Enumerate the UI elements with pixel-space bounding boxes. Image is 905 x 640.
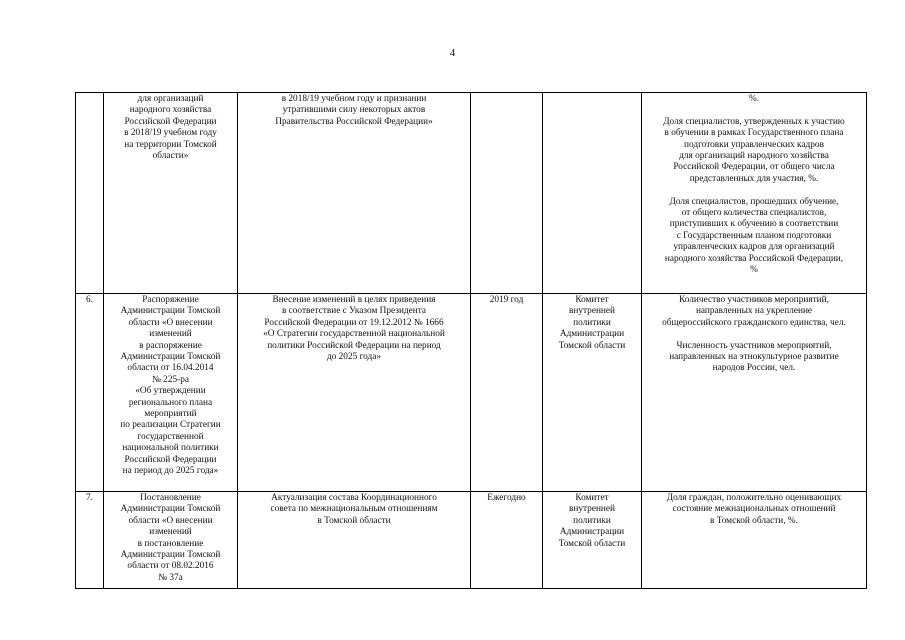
content-text: Внесение изменений в целях приведения в соответствие с Указом Президента Российской Федерации от 19.12.2012 № 1666 «О Стратегии государственной национальной политики Российской Федерации на период до 2025 года»: [263, 295, 445, 363]
indicator-text: Доля граждан, положительно оценивающих состояние межнациональных отношений в Томской области, %.: [666, 493, 842, 526]
executor-text: Комитет внутренней политики Администрации Томской области: [558, 493, 626, 549]
measures-table: [75, 92, 867, 589]
content-cell: [238, 294, 471, 492]
table-row: [76, 294, 867, 492]
legal-act-cell: [104, 492, 238, 589]
deadline-cell: [471, 93, 543, 294]
legal-act-cell: [104, 294, 238, 492]
row-number-cell: [76, 93, 104, 294]
legal-act-cell: [104, 93, 238, 294]
indicator-text: Доля специалистов, утвержденных к участию в обучении в рамках Государственного плана подготовки управленческих кадров для организаций народного хозяйства Российской Федерации, от общего числа представленных для участия, %.: [663, 116, 845, 184]
executor-cell: [543, 93, 642, 294]
content-cell: [238, 492, 471, 589]
indicator-text: Доля специалистов, прошедших обучение, от общего количества специалистов, приступивших к обучению в соответствии с Государственным планом подготовки управленческих кадров для организаций народного хозяйства Российской Федерации, %: [664, 196, 844, 276]
legal-act-text: для организаций народного хозяйства Российской Федерации в 2018/19 учебном году на территории Томской области»: [124, 94, 217, 162]
executor-cell: [543, 294, 642, 492]
executor-cell: [543, 492, 642, 589]
legal-act-text: Постановление Администрации Томской области «О внесении изменений в постановление Администрации Томской области от 08.02.2016 № 37а: [120, 493, 221, 583]
deadline-cell: Ежегодно: [471, 492, 543, 589]
row-number-cell: 6.: [76, 294, 104, 492]
row-number-cell: 7.: [76, 492, 104, 589]
indicators-cell: [642, 93, 867, 294]
indicators-cell: [642, 294, 867, 492]
deadline-cell: 2019 год: [471, 294, 543, 492]
indicator-text: %.: [748, 94, 760, 104]
table-row: [76, 93, 867, 294]
indicators-cell: [642, 492, 867, 589]
indicator-text: Количество участников мероприятий, направленных на укрепление общероссийского гражданского единства, чел.: [662, 295, 846, 328]
page-number: 4: [449, 47, 456, 59]
executor-text: Комитет внутренней политики Администрации Томской области: [558, 295, 626, 351]
content-cell: [238, 93, 471, 294]
content-text: Актуализация состава Координационного совета по межнациональным отношениям в Томской области: [270, 493, 438, 526]
content-text: в 2018/19 учебном году и признании утратившими силу некоторых актов Правительства Российской Федерации»: [275, 94, 433, 127]
legal-act-text: Распоряжение Администрации Томской области «О внесении изменений в распоряжение Администрации Томской области от 16.04.2014 № 225-ра «Об утверждении регионального плана мероприятий по реализации Стратегии государственной национальной политики Российской Федерации на период до 2025 года»: [120, 295, 221, 477]
table-row: [76, 492, 867, 589]
indicator-text: Численность участников мероприятий, направленных на этнокультурное развитие народов России, чел.: [669, 340, 839, 374]
